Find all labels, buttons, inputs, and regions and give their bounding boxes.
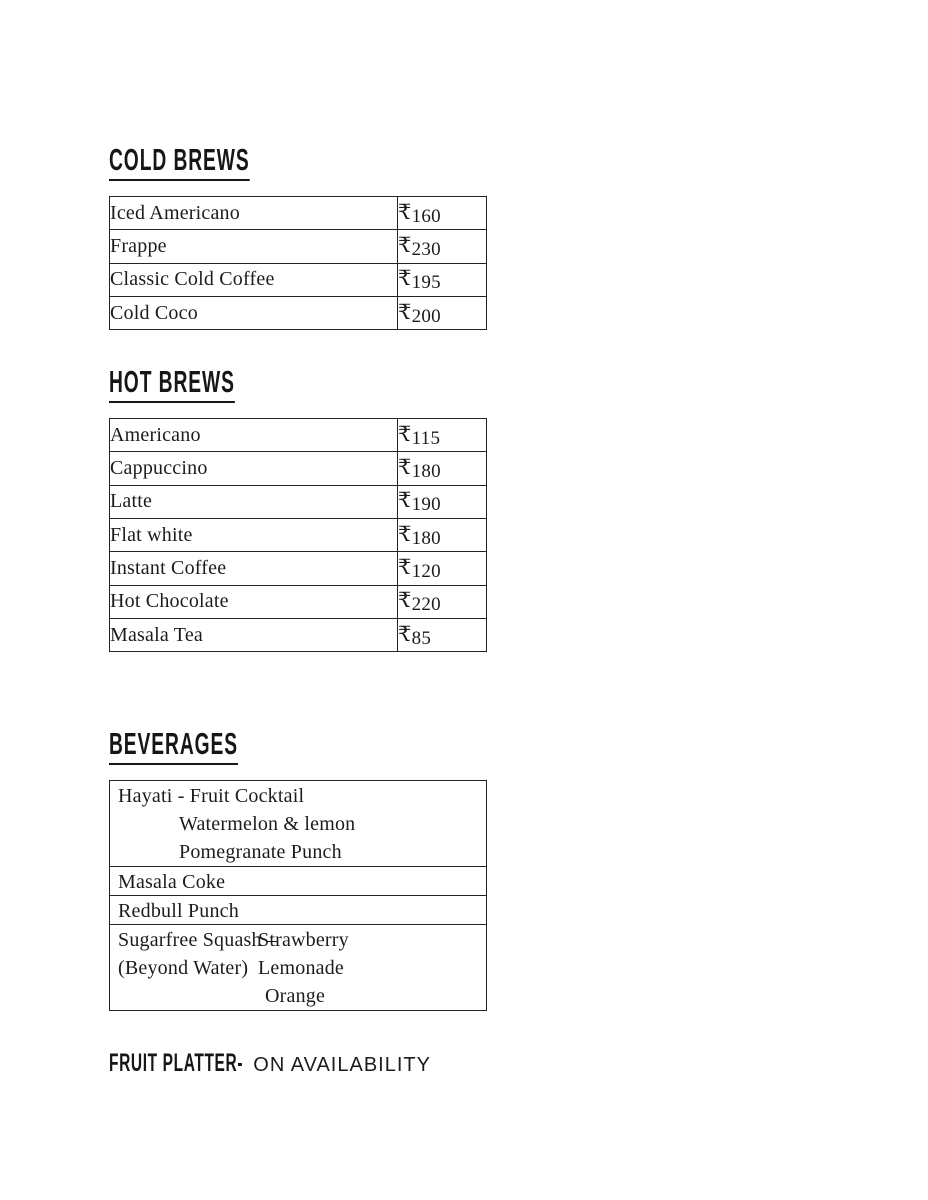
- table-row: [110, 896, 487, 925]
- price-value: 200: [411, 305, 441, 327]
- table-row: [110, 519, 487, 552]
- price-value: 120: [411, 561, 441, 583]
- menu-item-name: Instant Coffee: [110, 552, 398, 585]
- rupee-symbol: ₹: [398, 621, 412, 646]
- table-row: [110, 485, 487, 518]
- availability-note: ON AVAILABILITY: [253, 1054, 431, 1077]
- section-title-text: COLD BREWS: [109, 146, 250, 181]
- menu-item-name: Masala Tea: [110, 618, 398, 651]
- table-row: [110, 781, 487, 867]
- menu-item-line: [118, 954, 482, 982]
- menu-item-price: [398, 230, 487, 263]
- rupee-symbol: ₹: [398, 199, 412, 224]
- rupee-symbol: ₹: [398, 588, 412, 613]
- price-value: 180: [411, 461, 441, 483]
- menu-item-group: [110, 925, 487, 1011]
- menu-item-name: Classic Cold Coffee: [110, 263, 398, 296]
- table-row: [110, 419, 487, 452]
- table-row: [110, 618, 487, 651]
- section-title-text: HOT BREWS: [109, 368, 235, 403]
- rupee-symbol: ₹: [398, 521, 412, 546]
- hot-brews-table: [109, 418, 487, 652]
- menu-item-name: Masala Coke: [110, 867, 487, 896]
- fruit-platter-dash: -: [237, 1049, 244, 1078]
- rupee-symbol: ₹: [398, 488, 412, 513]
- price-value: 190: [411, 494, 441, 516]
- section-title-hot-brews: [109, 364, 928, 402]
- menu-item-line: [118, 982, 482, 1010]
- section-beverages: [109, 726, 928, 1011]
- rupee-symbol: ₹: [398, 555, 412, 580]
- menu-item-name: Hayati - Fruit Cocktail: [118, 785, 305, 808]
- beverages-table: [109, 780, 487, 1011]
- menu-item-price: [398, 519, 487, 552]
- table-row: [110, 230, 487, 263]
- menu-item-name: Cappuccino: [110, 452, 398, 485]
- table-row: [110, 552, 487, 585]
- price-value: 180: [411, 527, 441, 549]
- section-title-text: BEVERAGES: [109, 730, 238, 765]
- menu-item-name: Flat white: [110, 519, 398, 552]
- menu-item-name: Redbull Punch: [110, 896, 487, 925]
- menu-item-price: [398, 485, 487, 518]
- table-row: [110, 263, 487, 296]
- rupee-symbol: ₹: [398, 232, 412, 257]
- price-value: 85: [411, 627, 432, 649]
- menu-item-line: [118, 926, 482, 954]
- menu-item-variant: Lemonade: [258, 957, 345, 980]
- price-value: 115: [411, 427, 441, 449]
- menu-item-group: [110, 781, 487, 867]
- fruit-platter-title-text: FRUIT PLATTER: [109, 1049, 238, 1078]
- rupee-symbol: ₹: [398, 266, 412, 291]
- table-row: [110, 925, 487, 1011]
- menu-item-price: [398, 618, 487, 651]
- fruit-platter-title: [109, 1049, 243, 1078]
- table-row: [110, 296, 487, 329]
- table-row: [110, 452, 487, 485]
- menu-item-price: [398, 419, 487, 452]
- menu-item-variant: Watermelon & lemon: [179, 813, 356, 836]
- price-value: 230: [411, 238, 441, 260]
- cold-brews-table: [109, 196, 487, 330]
- menu-item-name: Americano: [110, 419, 398, 452]
- rupee-symbol: ₹: [398, 299, 412, 324]
- menu-item-price: [398, 197, 487, 230]
- menu-item-variant: Pomegranate Punch: [179, 841, 342, 864]
- menu-item-variant: Orange: [265, 985, 326, 1008]
- menu-item-price: [398, 296, 487, 329]
- price-value: 220: [411, 594, 441, 616]
- menu-item-subname: (Beyond Water): [118, 957, 249, 980]
- fruit-platter-note: [109, 1049, 928, 1078]
- menu-item-name: Latte: [110, 485, 398, 518]
- menu-item-name: Sugarfree Squash –: [118, 929, 278, 952]
- menu-item-name: Frappe: [110, 230, 398, 263]
- price-value: 160: [411, 205, 441, 227]
- table-row: [110, 585, 487, 618]
- menu-item-name: Hot Chocolate: [110, 585, 398, 618]
- menu-item-name: Cold Coco: [110, 296, 398, 329]
- table-row: [110, 867, 487, 896]
- rupee-symbol: ₹: [398, 455, 412, 480]
- menu-item-price: [398, 552, 487, 585]
- menu-item-price: [398, 585, 487, 618]
- menu-item-name: Iced Americano: [110, 197, 398, 230]
- section-cold-brews: [109, 142, 928, 330]
- menu-item-price: [398, 263, 487, 296]
- section-title-cold-brews: [109, 142, 928, 180]
- rupee-symbol: ₹: [398, 421, 412, 446]
- price-value: 195: [411, 272, 441, 294]
- table-row: [110, 197, 487, 230]
- menu-item-price: [398, 452, 487, 485]
- section-hot-brews: [109, 364, 928, 652]
- section-title-beverages: [109, 726, 928, 764]
- menu-item-variant: Strawberry: [258, 929, 349, 952]
